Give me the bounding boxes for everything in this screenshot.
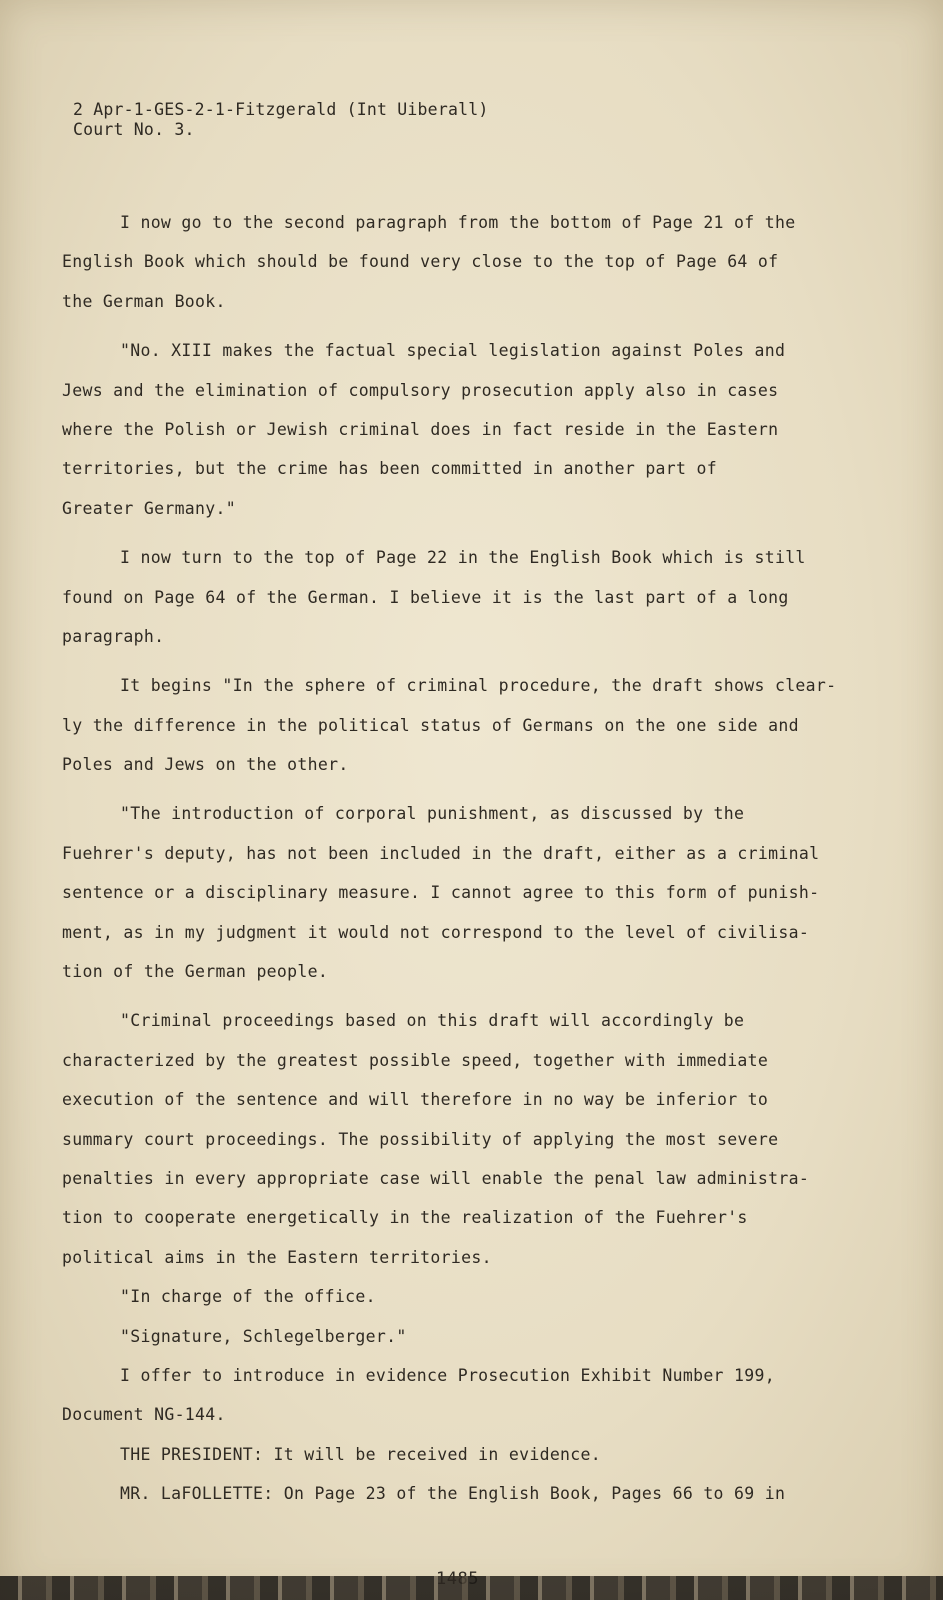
text-line: where the Polish or Jewish criminal does in fact reside in the Eastern: [62, 419, 779, 439]
text-line: found on Page 64 of the German. I believe it is the last part of a long: [62, 587, 789, 607]
text-line: "The introduction of corporal punishment, as discussed by the: [120, 804, 745, 824]
paragraph-10: [62, 1435, 792, 1474]
text-line: ment, as in my judgment it would not correspond to the level of civilisa-: [62, 922, 810, 942]
text-line: Jews and the elimination of compulsory prosecution apply also in cases: [62, 380, 779, 400]
text-line: "Signature, Schlegelberger.": [120, 1326, 407, 1346]
paragraph-4: [62, 666, 837, 784]
text-line: Document NG-144.: [62, 1405, 226, 1425]
text-line: "No. XIII makes the factual special legislation against Poles and: [120, 341, 786, 361]
document-header: [73, 100, 489, 140]
paragraph-11: [62, 1474, 792, 1513]
paragraph-2: [62, 331, 792, 528]
paragraph-5: [62, 794, 820, 991]
text-line: execution of the sentence and will therefore in no way be inferior to: [62, 1090, 769, 1110]
text-line: It begins "In the sphere of criminal procedure, the draft shows clear-: [120, 676, 837, 696]
text-line: characterized by the greatest possible speed, together with immediate: [62, 1050, 769, 1070]
text-line: territories, but the crime has been committed in another part of: [62, 459, 717, 479]
text-line: tion to cooperate energetically in the realization of the Fuehrer's: [62, 1208, 748, 1228]
transcript-body: [62, 203, 837, 1514]
text-line: Greater Germany.": [62, 498, 236, 518]
text-line: English Book which should be found very close to the top of Page 64 of: [62, 252, 779, 272]
text-line: penalties in every appropriate case will enable the penal law administra-: [62, 1168, 810, 1188]
paragraph-3: [62, 538, 806, 656]
text-line: sentence or a disciplinary measure. I cannot agree to this form of punish-: [62, 883, 820, 903]
text-line: "In charge of the office.: [120, 1287, 376, 1307]
text-line: the German Book.: [62, 291, 226, 311]
text-line: I offer to introduce in evidence Prosecution Exhibit Number 199,: [120, 1365, 775, 1385]
text-line: tion of the German people.: [62, 962, 329, 982]
text-line: ly the difference in the political status of Germans on the one side and: [62, 715, 799, 735]
paragraph-6: [62, 1001, 810, 1277]
text-line: I now go to the second paragraph from the bottom of Page 21 of the: [120, 213, 796, 232]
paragraph-9: [62, 1356, 792, 1435]
paragraph-1: [62, 203, 796, 321]
text-line: Poles and Jews on the other.: [62, 755, 349, 775]
text-line: THE PRESIDENT: It will be received in evidence.: [120, 1444, 601, 1464]
text-line: I now turn to the top of Page 22 in the English Book which is still: [120, 548, 806, 568]
text-line: political aims in the Eastern territories.: [62, 1247, 492, 1267]
header-court-line: Court No. 3.: [73, 120, 195, 139]
paragraph-8: [62, 1317, 792, 1356]
paragraph-7: [62, 1277, 792, 1316]
text-line: Fuehrer's deputy, has not been included in the draft, either as a criminal: [62, 843, 820, 863]
text-line: MR. LaFOLLETTE: On Page 23 of the English Book, Pages 66 to 69 in: [120, 1484, 786, 1504]
text-line: paragraph.: [62, 626, 165, 646]
binding-edge: [0, 1576, 943, 1600]
text-line: summary court proceedings. The possibility of applying the most severe: [62, 1129, 779, 1149]
text-line: "Criminal proceedings based on this draft will accordingly be: [120, 1011, 745, 1031]
header-session-line: 2 Apr-1-GES-2-1-Fitzgerald (Int Uiberall): [73, 100, 489, 119]
